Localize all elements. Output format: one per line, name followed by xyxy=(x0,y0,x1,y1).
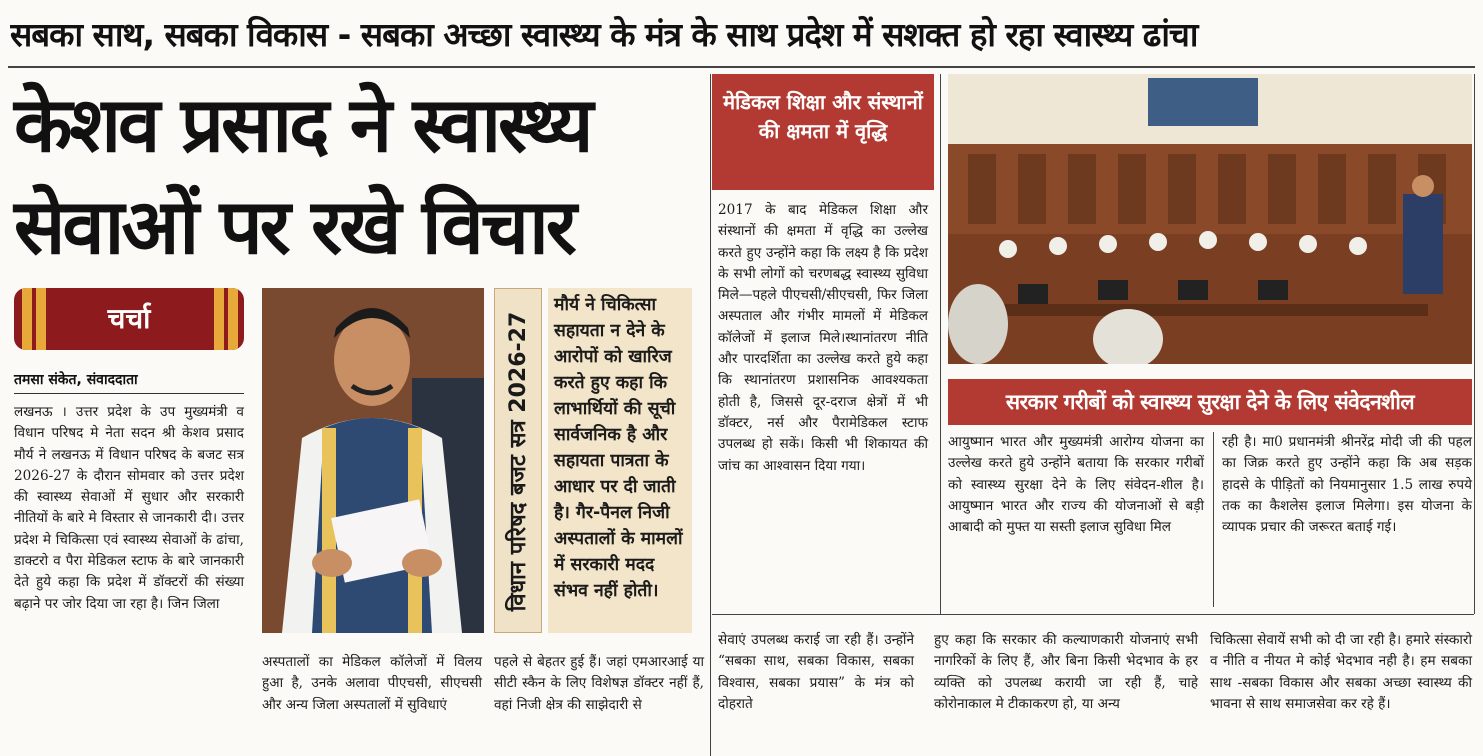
article-column-5: आयुष्मान भारत और मुख्यमंत्री आरोग्य योजना का उल्लेख करते हुये उन्होंने बताया कि सरकार गरीबों को स्वास्थ्य सुरक्षा देने के लिए संवेदन-शील है। आयुष्मान भारत और राज्य की योजनाओं से बड़ी आबादी को मुफ्त या सस्ती इलाज सुविधा मिल xyxy=(948,434,1204,536)
speaker-portrait-photo xyxy=(262,288,484,633)
article-column-2: अस्पतालों का मेडिकल कॉलेजों में विलय हुआ है, उनके अलावा पीएचसी, सीएचसी और अन्य जिला अस्पतालों में सुविधाएं xyxy=(262,654,482,713)
pull-quote: मौर्य ने चिकित्सा सहायता न देने के आरोपों को खारिज करते हुए कहा कि लाभार्थियों की सूची सार्वजनिक है और सहायता पात्रता के आधार पर दी जाती है। गैर-पैनल निजी अस्पतालों के मामलों में सरकारी मदद संभव नहीं होती। xyxy=(548,288,692,633)
article-column-8: हुए कहा कि सरकार की कल्याणकारी योजनाएं सभी नागरिकों के लिए हैं, और बिना किसी भेदभाव के हर व्यक्ति को उपलब्ध करायी जा रही हैं, चाहे कोरोनाकाल मे टीकाकरण हो, या अन्य xyxy=(934,632,1198,712)
subhead-medical-education: मेडिकल शिक्षा और संस्थानों की क्षमता में वृद्धि xyxy=(712,74,934,190)
article-column-3: पहले से बेहतर हुई हैं। जहां एमआरआई या सीटी स्कैन के लिए विशेषज्ञ डॉक्टर नहीं हैं, वहां निजी क्षेत्र की साझेदारी से xyxy=(494,654,704,713)
section-badge-label: चर्चा xyxy=(107,302,151,335)
subhead-health-security: सरकार गरीबों को स्वास्थ्य सुरक्षा देने के लिए संवेदनशील xyxy=(948,379,1472,425)
section-divider xyxy=(712,614,1474,615)
article-column-7: सेवाएं उपलब्ध कराई जा रही हैं। उन्होंने “सबका साथ, सबका विकास, सबका विश्वास, सबका प्रयास” के मंत्र को दोहराते xyxy=(718,632,914,712)
article-column-4: 2017 के बाद मेडिकल शिक्षा और संस्थानों की क्षमता में वृद्धि का उल्लेख करते हुए उन्होंने कहा कि लक्ष्य है कि प्रदेश के सभी लोगों को चरणबद्ध स्वास्थ्य सुविधा मिले—पहले पीएचसी/सीएचसी, फिर जिला अस्पताल और गंभीर मामलों में मेडिकल कॉलेजों में इलाज मिले।स्थानांतरण नीति और पारदर्शिता का उल्लेख करते हुये कहा कि स्थानांतरण प्रशासनिक आवश्यकता होती है, जिससे दूर-दराज क्षेत्रों में भी डॉक्टर, नर्स और पैरामेडिकल स्टाफ उपलब्ध हो सकें। किसी भी शिकायत की जांच का आश्वासन दिया गया। xyxy=(718,202,928,474)
headline-divider xyxy=(8,66,1475,68)
vertical-session-text: विधान परिषद बजट सत्र 2026-27 xyxy=(506,311,531,612)
article-column-9: चिकित्सा सेवायें सभी को दी जा रही है। हमारे संस्कारो व नीति व नीयत मे कोई भेदभाव नही है। हम सबका साथ -सबका विकास और सबका अच्छा स्वास्थ्य की भावना से साथ समाजसेवा कर रहे हैं। xyxy=(1210,632,1472,712)
main-headline xyxy=(14,74,704,278)
top-headline: सबका साथ, सबका विकास - सबका अच्छा स्वास्थ्य के मंत्र के साथ प्रदेश में सशक्त हो रहा स्वास्थ्य ढांचा xyxy=(10,15,1198,54)
article-column-6: रही है। मा0 प्रधानमंत्री श्रीनरेंद्र मोदी जी की पहल का जिक्र करते हुए उन्होंने कहा कि अब सड़क हादसे के पीड़ितों को नियमानुसार 1.5 लाख रुपये तक का कैशलेस इलाज मिलेगा। इस योजना के व्यापक प्रचार की जरूरत बताई गई। xyxy=(1222,434,1472,536)
byline: तमसा संकेत, संवाददाता xyxy=(14,370,244,394)
main-headline-line-2: सेवाओं पर रखे विचार xyxy=(14,182,574,271)
column-divider xyxy=(710,74,711,756)
article-column-1: लखनऊ । उत्तर प्रदेश के उप मुख्यमंत्री व विधान परिषद मे नेता सदन श्री केशव प्रसाद मौर्य ने लखनऊ में विधान परिषद के बजट सत्र 2026-27 के दौरान सोमवार को उत्तर प्रदेश की स्वास्थ्य सेवाओं में सुधार और सरकारी नीतियों के बारे मे विस्तार से जानकारी दी। उत्तर प्रदेश मे चिकित्सा एवं स्वास्थ्य सेवाओं के ढांचा, डाक्टरो व पैरा मेडिकल स्टाफ के बारे जानकारी देते हुये कहा कि प्रदेश में डॉक्टरों की संख्या बढ़ाने पर जोर दिया जा रहा है। जिन जिला xyxy=(14,404,244,612)
column-divider xyxy=(940,74,941,614)
vertical-session-label xyxy=(494,288,542,633)
column-divider xyxy=(1213,432,1214,607)
main-headline-line-1: केशव प्रसाद ने स्वास्थ्य xyxy=(14,80,591,169)
section-badge xyxy=(14,288,244,350)
council-chamber-photo xyxy=(948,74,1472,364)
box-border xyxy=(1474,74,1475,614)
